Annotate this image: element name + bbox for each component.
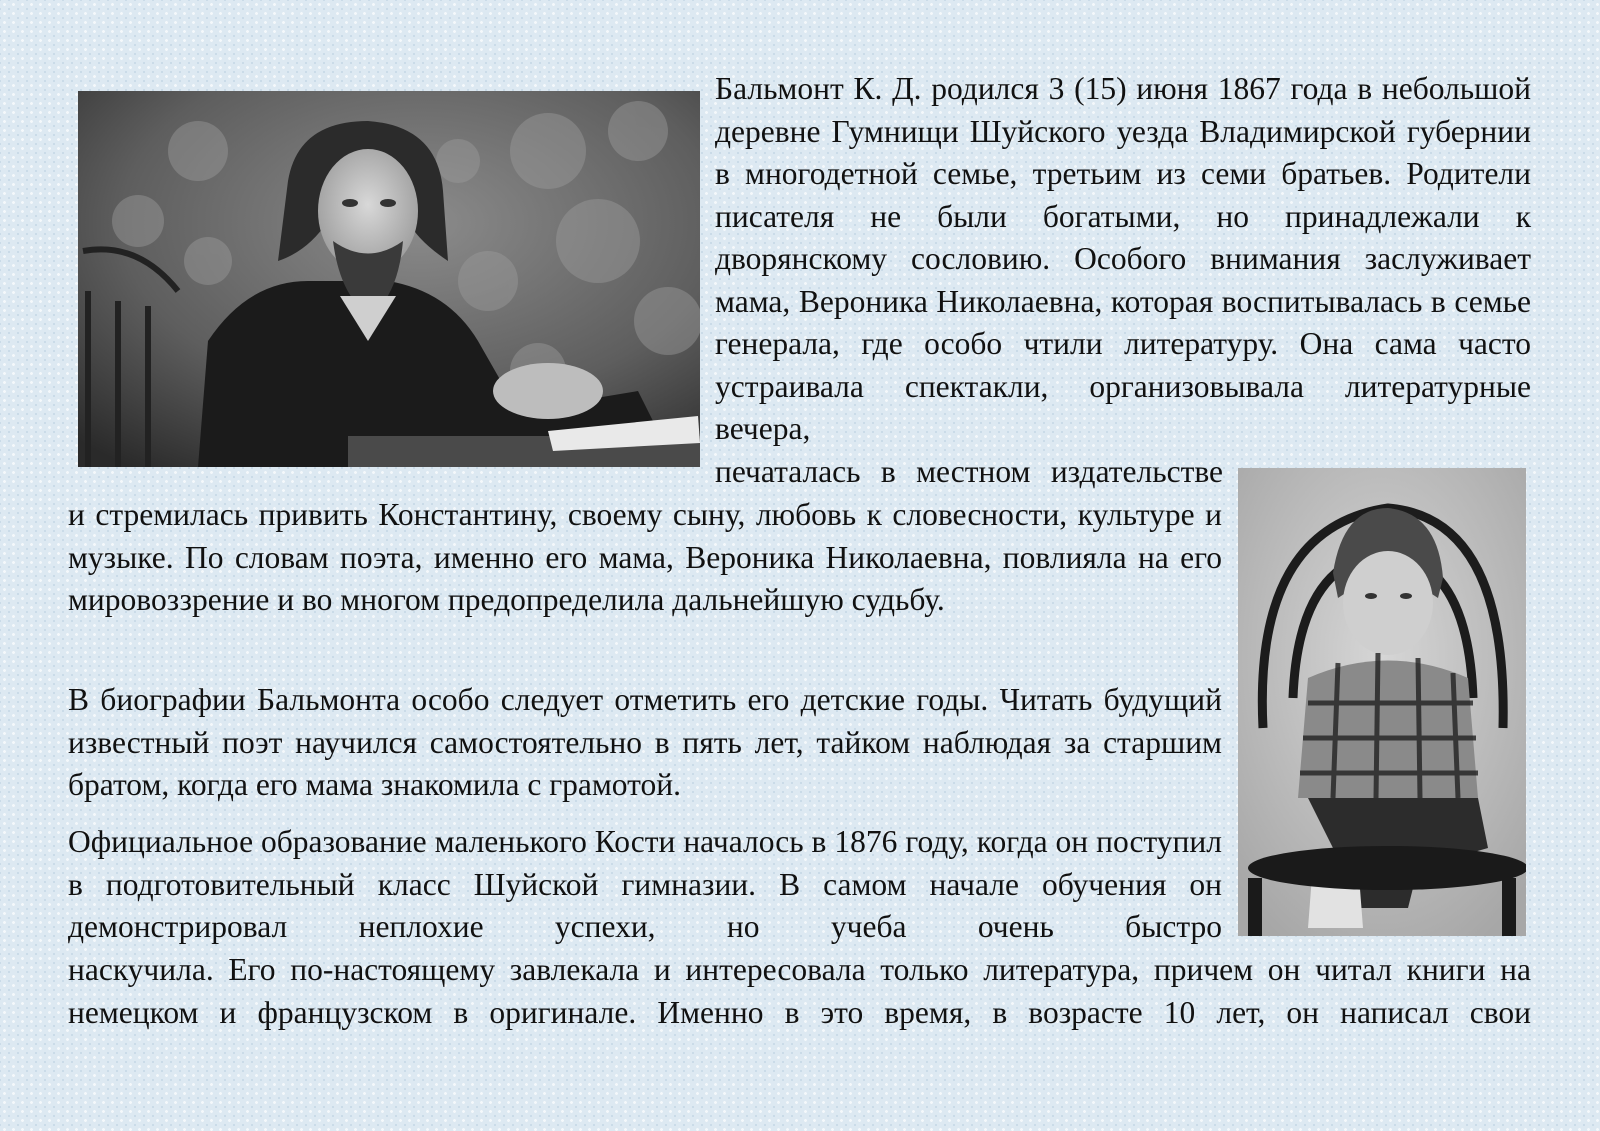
paragraph-childhood: В биографии Бальмонта особо следует отметить его детские годы. Читать будущий известный поэт научился самостоятельно в пять лет, тайком наблюдая за старшим братом, когда его мама знакомила с грамотой. bbox=[68, 682, 1222, 802]
adult-portrait-image bbox=[78, 91, 700, 467]
paragraph-intro-end: и стремилась привить Константину, своему сыну, любовь к словесности, культуре и музыке. По словам поэта, именно его мама, Вероника Николаевна, повлияла на его мировоззрение и во многом предопределила дальнейшую судьбу. bbox=[68, 497, 1222, 617]
paragraph-intro-continued: печаталась в местном издательстве bbox=[715, 454, 1223, 489]
paragraph-education-end: наскучила. Его по-настоящему завлекала и интересовала только литература, причем он читал книги на немецком и французском в оригинале. Именно в это время, в возрасте 10 лет, он написал свои bbox=[68, 952, 1531, 1030]
photo-adult-portrait bbox=[78, 91, 700, 467]
child-portrait-image bbox=[1238, 468, 1526, 936]
paragraph-education: Официальное образование маленького Кости началось в 1876 году, когда он поступил в подготовительный класс Шуйской гимназии. В самом начале обучения он демонстрировал неплохие успехи, но учеба очень быстро bbox=[68, 824, 1222, 944]
paragraph-intro: Бальмонт К. Д. родился 3 (15) июня 1867 года в небольшой деревне Гумнищи Шуйского уезда Владимирской губернии в многодетной семье, третьим из семи братьев. Родители писателя не были богатыми, но принадлежали к дворянскому сословию. Особого внимания заслуживает мама, Вероника Николаевна, которая воспитывалась в семье генерала, где особо чтили литературу. Она сама часто устраивала спектакли, организовывала литературные вечера, bbox=[715, 71, 1531, 446]
photo-child-portrait bbox=[1238, 468, 1526, 936]
